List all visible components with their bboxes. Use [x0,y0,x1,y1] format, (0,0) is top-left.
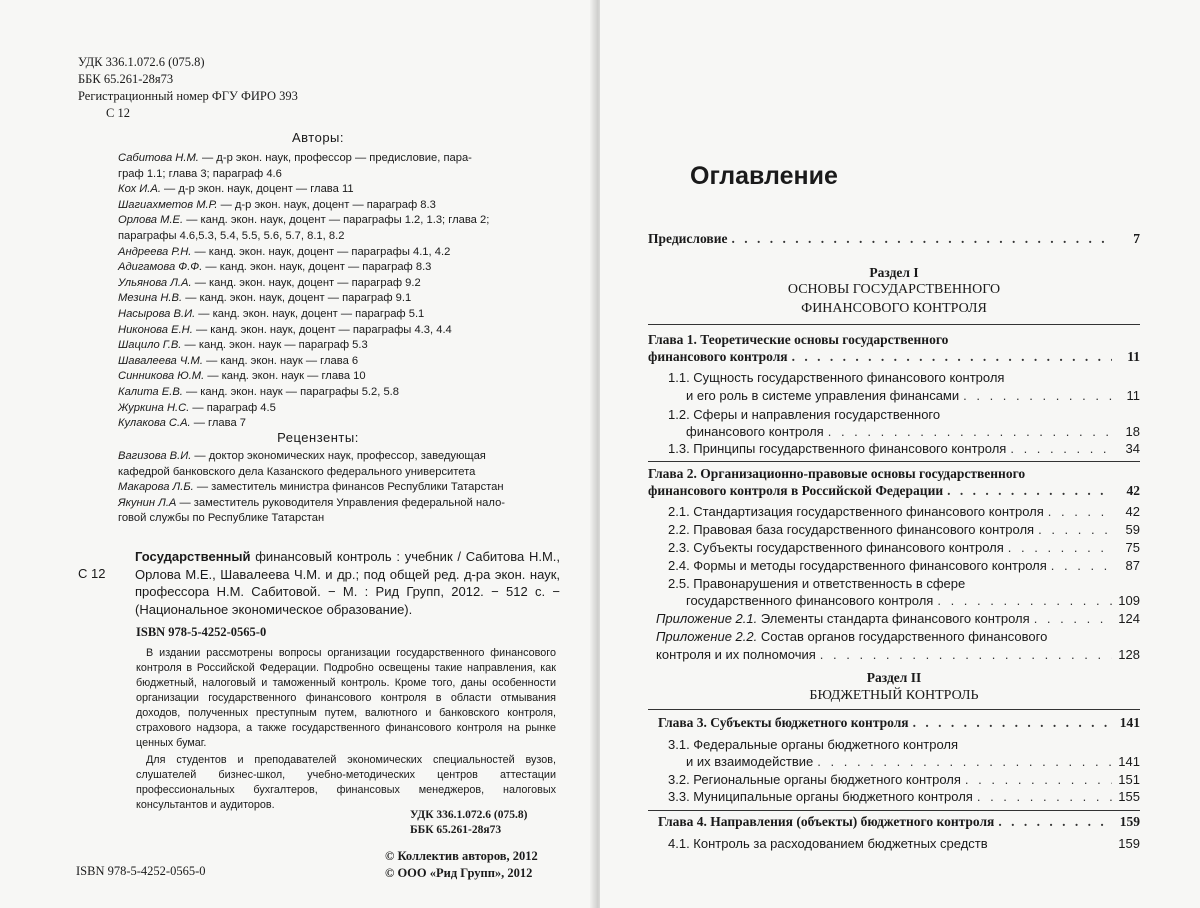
catalog-meta [78,54,298,122]
toc-preface[interactable]: Предисловие . . . 7 [648,231,1140,247]
reviewer-entry [118,465,558,481]
toc-s11-line1[interactable]: 1.1. Сущность государственного финансового контроля [668,370,1005,385]
person-role: — канд. экон. наук, доцент — параграфы 4.3, 4.4 [192,323,452,336]
toc-s24[interactable]: 2.4. Формы и методы государственного финансового контроля . . . 87 [668,558,1140,573]
biblio-title: Государственный [135,549,251,564]
udk-code: УДК 336.1.072.6 (075.8) [78,55,205,69]
reviewers-heading: Рецензенты: [277,430,359,445]
reviewers-list [118,449,558,527]
toc-ch2-line1[interactable]: Глава 2. Организационно-правовые основы государственного [648,466,1026,481]
person-role: — доктор экономических наук, профессор, заведующая [191,450,486,462]
divider [648,810,1140,811]
toc-s11[interactable]: и его роль в системе управления финансами . . . 11 [686,388,1140,403]
person-name: Якунин Л.А [118,496,177,509]
author-entry [118,323,558,339]
person-name: Орлова М.Е. [118,214,184,227]
author-entry [118,151,558,167]
author-entry [118,229,558,245]
person-role: — канд. экон. наук — параграф 5.3 [181,339,368,352]
person-role: говой службы по Республике Татарстан [118,512,325,525]
copyright-authors: © Коллектив авторов, 2012 [385,849,538,863]
toc-ch1[interactable]: финансового контроля . . . 11 [648,349,1140,365]
author-sign: С 12 [106,106,130,120]
person-role: — канд. экон. наук, доцент — параграф 9.2 [191,276,421,289]
udk-bottom: УДК 336.1.072.6 (075.8) [410,809,528,821]
toc-s21[interactable]: 2.1. Стандартизация государственного финансового контроля . . . 42 [668,504,1140,519]
abstract-paragraph: Для студентов и преподавателей экономических специальностей вузов, слушателей бизнес-школ, учебно-методических центров аттестации профессиональных бухгалтеров, финансовых менеджеров, налоговых консультантов и аудиторов. [136,754,556,811]
person-role: параграфы 4.6,5.3, 5.4, 5.5, 5.6, 5.7, 8.1, 8.2 [118,229,345,242]
toc-s12[interactable]: финансового контроля . . . 18 [686,424,1140,439]
person-name: Шавалеева Ч.М. [118,354,203,367]
author-entry [118,198,558,214]
author-entry [118,291,558,307]
left-page [0,0,596,908]
toc-s13[interactable]: 1.3. Принципы государственного финансового контроля . . . 34 [668,441,1140,456]
toc-s25-line1[interactable]: 2.5. Правонарушения и ответственность в сфере [668,576,966,591]
author-entry [118,354,558,370]
toc-s31[interactable]: и их взаимодействие . . . 141 [686,754,1140,769]
person-name: Кулакова С.А. [118,417,191,430]
person-name: Адигамова Ф.Ф. [118,261,203,274]
author-entry [118,401,558,417]
divider [648,709,1140,710]
isbn: ISBN 978-5-4252-0565-0 [136,625,267,639]
part2-title: БЮДЖЕТНЫЙ КОНТРОЛЬ [809,688,979,703]
abstract [136,646,556,813]
author-entry [118,260,558,276]
reviewer-entry [118,449,558,465]
person-name: Синникова Ю.М. [118,370,205,383]
toc-s23[interactable]: 2.3. Субъекты государственного финансового контроля . . . 75 [668,540,1140,555]
person-role: — канд. экон. наук — параграфы 5.2, 5.8 [182,385,400,398]
person-name: Шацило Г.В. [118,339,182,352]
person-role: — д-р экон. наук, профессор — предисловие, пара- [198,152,472,164]
abstract-paragraph: В издании рассмотрены вопросы организации государственного финансового контроля в Российской Федерации. Подробно освещены такие направления, как бюджетный, налоговый и таможенный контроль. Кроме того, даны особенности организации государственного финансового контроля в области отмывания доходов, полученных преступным путем, валютного и банковского контроля, страхового надзора, а также государственного финансового контроля на рынке ценных бумаг. [136,647,556,749]
author-entry [118,182,558,198]
person-name: Ульянова Л.А. [118,276,192,289]
copyright-publisher: © ООО «Рид Групп», 2012 [385,866,533,880]
udk-bottom-block [410,808,527,838]
author-entry [118,385,558,401]
person-name: Насырова В.И. [118,307,196,320]
author-entry [118,307,558,323]
part2-label: Раздел II [866,670,922,685]
toc-appendix-21[interactable]: Приложение 2.1. Элементы стандарта финансового контроля . . . 124 [656,611,1140,626]
person-role: — канд. экон. наук — глава 10 [204,370,366,383]
person-name: Журкина Н.С. [118,401,190,414]
divider [648,324,1140,325]
reviewer-entry [118,496,558,512]
person-role: кафедрой банковского дела Казанского федерального университета [118,465,476,478]
author-entry [118,213,558,229]
toc-ch1-line1[interactable]: Глава 1. Теоретические основы государственного [648,332,949,347]
reviewer-entry [118,511,558,527]
part1-title-line2: ФИНАНСОВОГО КОНТРОЛЯ [801,301,987,316]
person-role: — заместитель министра финансов Республики Татарстан [193,481,504,494]
biblio-text [135,548,560,618]
appendix-label: Приложение 2.1. [656,611,758,626]
person-name: Никонова Е.Н. [118,323,193,336]
toc-s22[interactable]: 2.2. Правовая база государственного финансового контроля . . . 59 [668,522,1140,537]
toc-ch3[interactable]: Глава 3. Субъекты бюджетного контроля . . . 141 [658,715,1140,731]
appendix-label: Приложение 2.2. [656,629,758,644]
person-name: Вагизова В.И. [118,450,192,462]
person-role: — параграф 4.5 [189,401,276,414]
person-name: Макарова Л.Б. [118,481,194,494]
person-role: — канд. экон. наук, доцент — параграф 9.1 [182,292,412,305]
divider [648,461,1140,462]
author-entry [118,369,558,385]
authors-heading: Авторы: [291,130,344,145]
copyright-block [385,848,538,882]
person-name: Мезина Н.В. [118,292,183,305]
authors-list [118,151,558,432]
person-role: — глава 7 [190,417,247,430]
toc-title: Оглавление [690,162,838,190]
toc-s41[interactable]: 4.1. Контроль за расходованием бюджетных средств 159 [668,836,1140,851]
part1-label: Раздел I [869,265,919,280]
person-name: Сабитова Н.М. [118,152,199,164]
person-role: — заместитель руководителя Управления федеральной нало- [176,496,506,509]
reviewer-entry [118,480,558,496]
person-role: — д-р экон. наук, доцент — параграф 8.3 [217,198,436,211]
author-entry [118,338,558,354]
toc-s33[interactable]: 3.3. Муниципальные органы бюджетного контроля . . . 155 [668,789,1140,804]
biblio-code: С 12 [78,566,106,581]
bbk-code: ББК 65.261-28я73 [78,72,174,86]
author-entry [118,276,558,292]
bbk-bottom: ББК 65.261-28я73 [410,824,502,836]
part1-title-line1: ОСНОВЫ ГОСУДАРСТВЕННОГО [787,282,1001,297]
toc-appendix-22[interactable]: контроля и их полномочия . . . 128 [656,647,1140,662]
registration-number: Регистрационный номер ФГУ ФИРО 393 [78,89,298,103]
person-name: Кох И.А. [118,183,161,196]
toc-s12-line1[interactable]: 1.2. Сферы и направления государственного [668,407,941,422]
isbn-bottom: ISBN 978-5-4252-0565-0 [76,864,206,878]
person-name: Калита Е.В. [118,385,183,398]
person-role: — д-р экон. наук, доцент — глава 11 [160,183,354,196]
toc-ch4[interactable]: Глава 4. Направления (объекты) бюджетного контроля . . . 159 [658,814,1140,830]
toc-s32[interactable]: 3.2. Региональные органы бюджетного контроля . . . 151 [668,772,1140,787]
bibliographic-record [78,548,560,618]
toc-s31-line1[interactable]: 3.1. Федеральные органы бюджетного контроля [668,737,959,752]
person-name: Шагиахметов М.Р. [118,198,218,211]
person-role: — канд. экон. наук, доцент — параграфы 1.2, 1.3; глава 2; [183,214,490,227]
toc-appendix-22-line1[interactable]: Приложение 2.2. Состав органов государственного финансового [656,629,1048,644]
biblio-rest: финансовый контроль : учебник / Сабитова Н.М., Орлова М.Е., Шавалеева Ч.М. и др.; под общей ред. д-ра экон. наук, профессора Н.М. Сабитовой. − М. : Рид Групп, 2012. − 512 с. − (Национальное экономическое образование). [135,549,560,617]
author-entry [118,167,558,183]
person-role: — канд. экон. наук — глава 6 [202,354,359,367]
author-entry [118,245,558,261]
person-role: граф 1.1; глава 3; параграф 4.6 [118,167,282,180]
person-role: — канд. экон. наук, доцент — параграфы 4.1, 4.2 [191,245,451,258]
person-role: — канд. экон. наук, доцент — параграф 5.1 [195,307,425,320]
toc-s25[interactable]: государственного финансового контроля . . . 109 [686,593,1140,608]
person-name: Андреева Р.Н. [118,245,192,258]
person-role: — канд. экон. наук, доцент — параграф 8.3 [202,261,432,274]
toc-ch2[interactable]: финансового контроля в Российской Федерации . . . 42 [648,483,1140,499]
